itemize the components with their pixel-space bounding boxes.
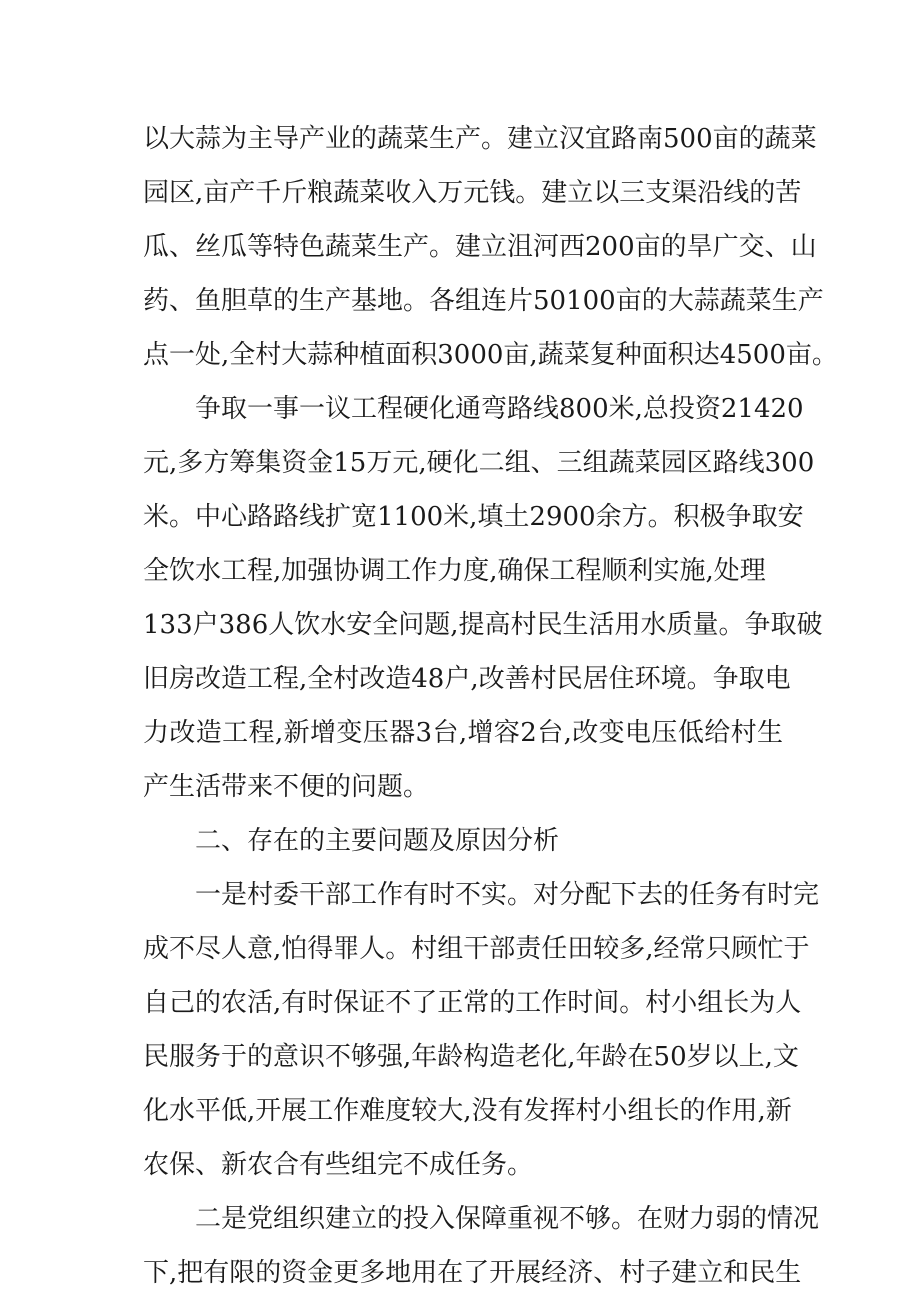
text-line: 旧房改造工程,全村改造48户,改善村民居住环境。争取电 — [143, 664, 791, 694]
text-line: 园区,亩产千斤粮蔬菜收入万元钱。建立以三支渠沿线的苦 — [143, 178, 802, 208]
text-line: 米。中心路路线扩宽1100米,填土2900余方。积极争取安 — [143, 502, 804, 532]
text-line: 全饮水工程,加强协调工作力度,确保工程顺利实施,处理 — [143, 556, 766, 586]
text-line: 争取一事一议工程硬化通弯路线800米,总投资21420 — [195, 394, 804, 424]
document-body — [143, 112, 838, 1300]
text-line: 下,把有限的资金更多地用在了开展经济、村子建立和民生 — [143, 1258, 802, 1288]
text-line: 一是村委干部工作有时不实。对分配下去的任务有时完 — [195, 880, 820, 910]
text-line: 产生活带来不便的问题。 — [143, 772, 430, 802]
text-line: 药、鱼胆草的生产基地。各组连片50100亩的大蒜蔬菜生产 — [143, 286, 824, 316]
text-line: 点一处,全村大蒜种植面积3000亩,蔬菜复种面积达4500亩。 — [143, 340, 838, 370]
text-line: 民服务于的意识不够强,年龄构造老化,年龄在50岁以上,文 — [143, 1042, 799, 1072]
text-line: 成不尽人意,怕得罪人。村组干部责任田较多,经常只顾忙于 — [143, 934, 810, 964]
text-line: 农保、新农合有些组完不成任务。 — [143, 1150, 534, 1180]
text-line: 自己的农活,有时保证不了正常的工作时间。村小组长为人 — [143, 988, 802, 1018]
text-line: 以大蒜为主导产业的蔬菜生产。建立汉宜路南500亩的蔬菜 — [143, 124, 817, 154]
text-line: 元,多方筹集资金15万元,硬化二组、三组蔬菜园区路线300 — [143, 448, 815, 478]
section-heading: 二、存在的主要问题及原因分析 — [195, 826, 560, 856]
text-line: 化水平低,开展工作难度较大,没有发挥村小组长的作用,新 — [143, 1096, 792, 1126]
text-line: 瓜、丝瓜等特色蔬菜生产。建立沮河西200亩的旱广交、山 — [143, 232, 817, 262]
text-line: 二是党组织建立的投入保障重视不够。在财力弱的情况 — [195, 1204, 820, 1234]
text-line: 133户386人饮水安全问题,提高村民生活用水质量。争取破 — [143, 610, 823, 640]
text-line: 力改造工程,新增变压器3台,增容2台,改变电压低给村生 — [143, 718, 783, 748]
